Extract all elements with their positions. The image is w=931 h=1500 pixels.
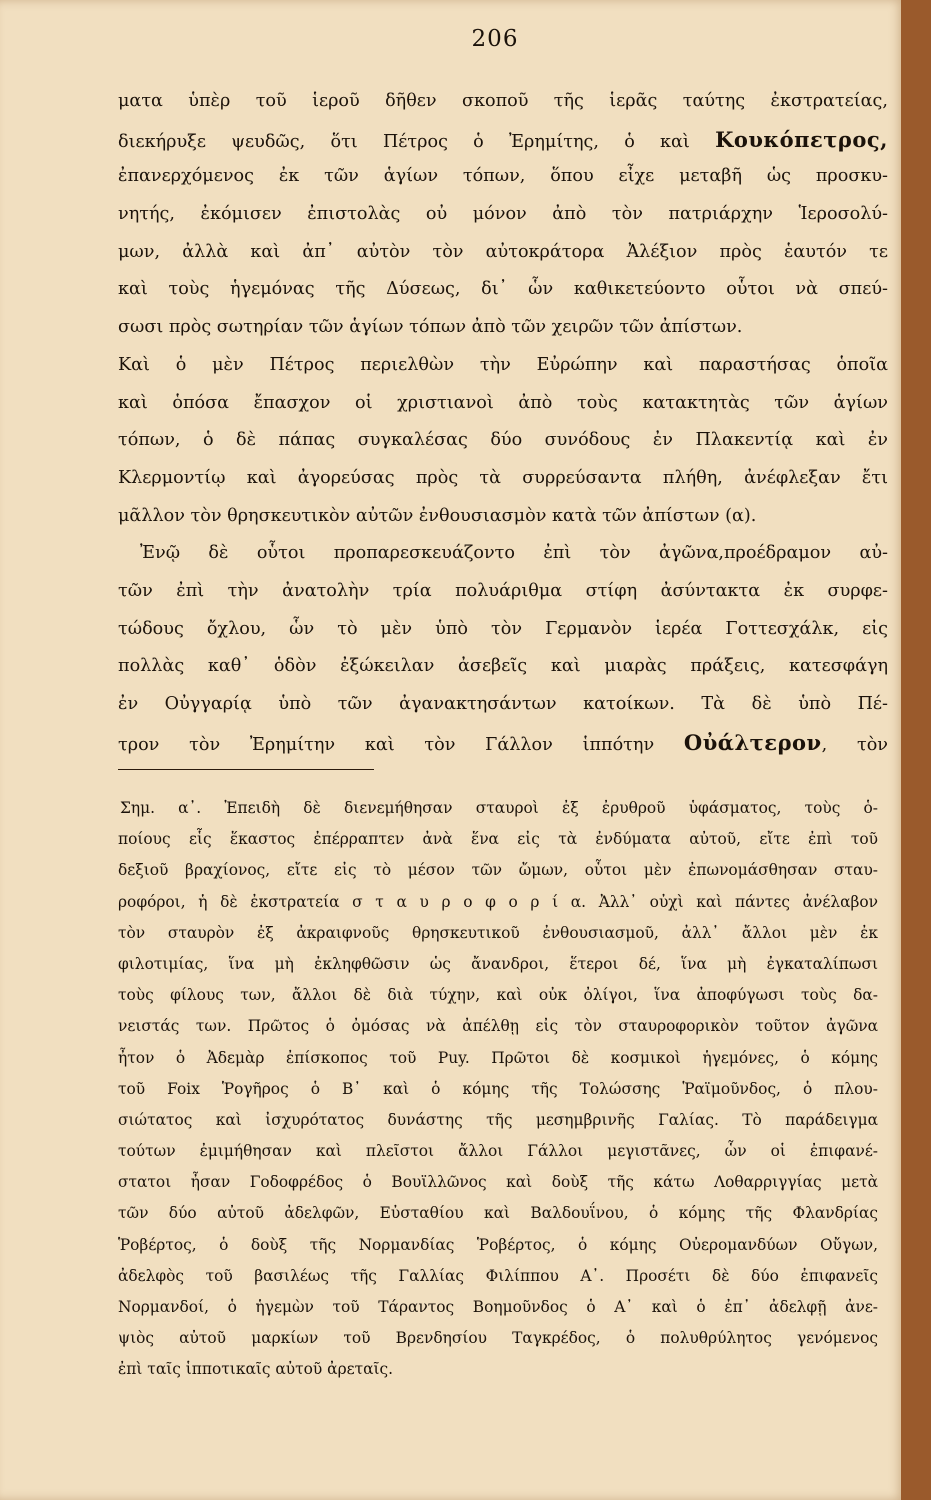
text-line: ἐν Οὐγγαρίᾳ ὑπὸ τῶν ἀγανακτησάντων κατοίκων. Τὰ δὲ ὑπὸ Πέ- (118, 694, 888, 714)
footnote-line: σιώτατος καὶ ἰσχυρότατος δυνάστης τῆς μεσημβρινῆς Γαλίας. Τὸ παράδειγμα (118, 1110, 878, 1129)
text-line: πολλὰς καθ᾽ ὁδὸν ἐξώκειλαν ἀσεβεῖς καὶ μιαρὰς πράξεις, κατεσφάγη (118, 656, 888, 677)
text-line: μων, ἀλλὰ καὶ ἀπ᾽ αὐτὸν τὸν αὐτοκράτορα Ἀλέξιον πρὸς ἑαυτόν τε (118, 241, 888, 262)
footnote-line: τῶν δύο αὐτοῦ ἀδελφῶν, Εὐσταθίου καὶ Βαλδουΐνου, ὁ κόμης τῆς Φλανδρίας (118, 1204, 878, 1223)
text-line: Κλερμοντίῳ καὶ ἀγορεύσας πρὸς τὰ συρρεύσαντα πλήθη, ἀνέφλεξαν ἔτι (118, 467, 888, 488)
text-line: Ἐνῷ δὲ οὗτοι προπαρεσκευάζοντο ἐπὶ τὸν ἀγῶνα,προέδραμον αὐ- (140, 543, 888, 564)
footnote-line: στατοι ἦσαν Γοδοφρέδος ὁ Βουϊλλῶνος καὶ δοὺξ τῆς κάτω Λοθαρριγγίας μετὰ (118, 1173, 878, 1192)
bold-name: Κουκόπετρος, (715, 126, 888, 152)
footnote-line: δεξιοῦ βραχίονος, εἴτε εἰς τὸ μέσον τῶν ὤμων, οὗτοι μὲν ἐπωνομάσθησαν σταυ- (118, 861, 878, 880)
bold-name: Οὐάλτερον (683, 729, 822, 755)
text-line: τρον τὸν Ἐρημίτην καὶ τὸν Γάλλον ἱππότην Οὐάλτερον, τὸν (118, 729, 888, 755)
footnote (118, 793, 878, 1386)
footnote-line: νειστάς των. Πρῶτος ὁ ὀμόσας νὰ ἀπέλθῃ εἰς τὸν σταυροφορικὸν τοῦτον ἀγῶνα (118, 1017, 878, 1036)
footnote-line: Νορμανδοί, ὁ ἡγεμὼν τοῦ Τάραντος Βοημοῦνδος ὁ Α᾽ καὶ ὁ ἐπ᾽ ἀδελφῇ ἀνε- (118, 1298, 878, 1316)
footnote-line: Σημ. α᾽. Ἐπειδὴ δὲ διενεμήθησαν σταυροὶ ἐξ ἐρυθροῦ ὑφάσματος, τοὺς ὁ- (120, 799, 878, 817)
page-number: 206 (471, 26, 519, 52)
main-text (118, 83, 888, 761)
footnote-line: Ῥοβέρτος, ὁ δοὺξ τῆς Νορμανδίας Ῥοβέρτος, ὁ κόμης Οὐερομανδύων Οὔγων, (118, 1235, 878, 1254)
text-line: τῶν ἐπὶ τὴν ἀνατολὴν τρία πολυάριθμα στίφη ἀσύντακτα ἐκ συρφε- (118, 580, 888, 601)
text-line: διεκήρυξε ψευδῶς, ὅτι Πέτρος ὁ Ἐρημίτης, ὁ καὶ Κουκόπετρος, (118, 126, 888, 152)
footnote-line: τοὺς φίλους των, ἄλλοι δὲ διὰ τύχην, καὶ οὐκ ὀλίγοι, ἵνα ἀποφύγωσι τοὺς δα- (118, 986, 878, 1005)
text-line: μᾶλλον τὸν θρησκευτικὸν αὐτῶν ἐνθουσιασμὸν κατὰ τῶν ἀπίστων (α). (118, 505, 757, 526)
text-line: Καὶ ὁ μὲν Πέτρος περιελθὼν τὴν Εὐρώπην καὶ παραστήσας ὁποῖα (118, 354, 888, 375)
text-line: καὶ ὁπόσα ἔπασχον οἱ χριστιανοὶ ἀπὸ τοὺς κατακτητὰς τῶν ἁγίων (118, 392, 888, 413)
text-line: τόπων, ὁ δὲ πάπας συγκαλέσας δύο συνόδους ἐν Πλακεντίᾳ καὶ ἐν (118, 430, 888, 451)
text-line: νητής, ἐκόμισεν ἐπιστολὰς οὐ μόνον ἀπὸ τὸν πατριάρχην Ἱεροσολύ- (118, 204, 888, 225)
torn-page-edge (901, 0, 931, 1500)
footnote-rule (118, 769, 374, 770)
footnote-line: ροφόροι, ἡ δὲ ἐκστρατεία σ τ α υ ρ ο φ ο ρ ί α. Ἀλλ᾽ οὐχὶ καὶ πάντες ἀνέλαβον (118, 892, 878, 911)
text-line: ἐπανερχόμενος ἐκ τῶν ἁγίων τόπων, ὅπου εἶχε μεταβῆ ὡς προσκυ- (118, 166, 888, 187)
footnote-line: φιλοτιμίας, ἵνα μὴ ἐκληφθῶσιν ὡς ἄνανδροι, ἕτεροι δέ, ἵνα μὴ ἐγκαταλίπωσι (118, 954, 878, 973)
text-line: τώδους ὄχλου, ὧν τὸ μὲν ὑπὸ τὸν Γερμανὸν ἱερέα Γοττεσχάλκ, εἰς (118, 618, 888, 639)
text-line: καὶ τοὺς ἡγεμόνας τῆς Δύσεως, δι᾽ ὧν καθικετεύοντο οὗτοι νὰ σπεύ- (118, 279, 888, 300)
footnote-line: ἐπὶ ταῖς ἱπποτικαῖς αὐτοῦ ἀρεταῖς. (118, 1360, 394, 1379)
footnote-line: ψιὸς αὐτοῦ μαρκίων τοῦ Βρενδησίου Ταγκρέδος, ὁ πολυθρύλητος γενόμενος (118, 1329, 878, 1348)
footnote-line: ἦτον ὁ Ἀδεμὰρ ἐπίσκοπος τοῦ Puy. Πρῶτοι δὲ κοσμικοὶ ἡγεμόνες, ὁ κόμης (118, 1048, 878, 1067)
text-line: σωσι πρὸς σωτηρίαν τῶν ἁγίων τόπων ἀπὸ τῶν χειρῶν τῶν ἀπίστων. (118, 317, 743, 338)
footnote-line: τοῦ Foix Ῥογῆρος ὁ Β᾽ καὶ ὁ κόμης τῆς Τολώσσης Ῥαϊμοῦνδος, ὁ πλου- (118, 1079, 878, 1098)
footnote-line: ποίους εἷς ἕκαστος ἐπέρραπτεν ἀνὰ ἕνα εἰς τὰ ἐνδύματα αὐτοῦ, εἴτε ἐπὶ τοῦ (118, 830, 878, 849)
footnote-line: τούτων ἐμιμήθησαν καὶ πλεῖστοι ἄλλοι Γάλλοι μεγιστᾶνες, ὧν οἱ ἐπιφανέ- (118, 1142, 878, 1161)
footnote-line: τὸν σταυρὸν ἐξ ἀκραιφνοῦς θρησκευτικοῦ ἐνθουσιασμοῦ, ἀλλ᾽ ἄλλοι μὲν ἐκ (118, 923, 878, 942)
footnote-line: ἀδελφὸς τοῦ βασιλέως τῆς Γαλλίας Φιλίππου Α᾽. Προσέτι δὲ δύο ἐπιφανεῖς (118, 1266, 878, 1285)
text-line: ματα ὑπὲρ τοῦ ἱεροῦ δῆθεν σκοποῦ τῆς ἱερᾶς ταύτης ἐκστρατείας, (118, 91, 888, 111)
